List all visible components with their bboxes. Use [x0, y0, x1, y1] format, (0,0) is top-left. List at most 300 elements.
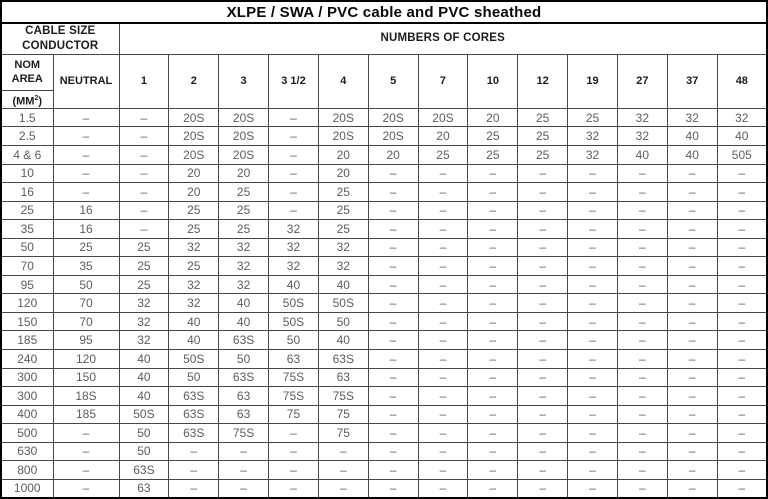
table-row [1, 145, 767, 164]
core-cell: 25 [169, 220, 219, 239]
core-cell: – [717, 442, 767, 461]
core-cell: – [169, 461, 219, 480]
area-cell: 10 [1, 164, 53, 183]
core-cell: 25 [518, 108, 568, 127]
core-cell: – [468, 201, 518, 220]
page-title: XLPE / SWA / PVC cable and PVC sheathed [1, 1, 767, 23]
core-cell: – [219, 479, 269, 498]
core-cell: – [667, 201, 717, 220]
core-cell: – [119, 145, 169, 164]
core-cell: 63 [219, 405, 269, 424]
area-cell: 1.5 [1, 108, 53, 127]
core-cell: – [617, 442, 667, 461]
neutral-cell: 185 [53, 405, 119, 424]
core-cell: 40 [169, 331, 219, 350]
neutral-cell: – [53, 461, 119, 480]
title-row [1, 1, 767, 23]
core-cell: – [468, 387, 518, 406]
core-cell: – [518, 275, 568, 294]
area-cell: 300 [1, 368, 53, 387]
core-cell: 63 [318, 368, 368, 387]
core-cell: 75 [318, 424, 368, 443]
core-cell: 50S [318, 294, 368, 313]
core-cell: 40 [667, 145, 717, 164]
core-cell: – [418, 183, 468, 202]
nom-header-unit [2, 90, 53, 108]
core-cell: – [518, 164, 568, 183]
core-cell: 20 [368, 145, 418, 164]
table-row [1, 331, 767, 350]
core-cell: 32 [119, 331, 169, 350]
core-cell: 32 [269, 257, 319, 276]
core-cell: – [717, 201, 767, 220]
core-cell: – [717, 331, 767, 350]
core-cell: – [418, 387, 468, 406]
core-cell: 20 [169, 183, 219, 202]
core-column-header: 10 [468, 54, 518, 108]
neutral-cell: 18S [53, 387, 119, 406]
core-cell: – [667, 275, 717, 294]
core-cell: 50S [169, 349, 219, 368]
area-cell: 120 [1, 294, 53, 313]
nom-area-header [1, 54, 53, 108]
core-cell: 20 [219, 164, 269, 183]
core-cell: 40 [318, 275, 368, 294]
core-cell: – [368, 238, 418, 257]
core-cell: 20S [418, 108, 468, 127]
core-cell: – [617, 349, 667, 368]
core-cell: 32 [667, 108, 717, 127]
core-cell: – [717, 479, 767, 498]
core-cell: – [468, 331, 518, 350]
core-cell: – [269, 164, 319, 183]
area-cell: 185 [1, 331, 53, 350]
core-cell: 20 [169, 164, 219, 183]
core-cell: – [667, 220, 717, 239]
core-cell: 25 [418, 145, 468, 164]
core-cell: 50 [269, 331, 319, 350]
core-cell: 75 [269, 405, 319, 424]
conductor-group-line2: CONDUCTOR [22, 39, 99, 52]
core-cell: – [667, 349, 717, 368]
core-cell: – [418, 349, 468, 368]
table-row [1, 387, 767, 406]
core-cell: – [418, 461, 468, 480]
neutral-cell: 95 [53, 331, 119, 350]
core-cell: – [468, 164, 518, 183]
core-column-header: 12 [518, 54, 568, 108]
core-cell: – [667, 312, 717, 331]
core-cell: – [717, 368, 767, 387]
core-cell: – [717, 275, 767, 294]
core-cell: 50S [269, 312, 319, 331]
core-cell: – [617, 331, 667, 350]
core-cell: – [717, 312, 767, 331]
core-cell: – [568, 257, 618, 276]
core-cell: 50S [269, 294, 319, 313]
core-cell: 75 [318, 405, 368, 424]
core-cell: 32 [219, 275, 269, 294]
core-cell: – [368, 349, 418, 368]
core-cell: – [717, 424, 767, 443]
core-header-row [1, 54, 767, 108]
core-cell: – [468, 275, 518, 294]
core-cell: – [119, 220, 169, 239]
core-cell: 75S [269, 368, 319, 387]
core-cell: – [717, 349, 767, 368]
core-cell: 40 [119, 349, 169, 368]
core-cell: – [667, 238, 717, 257]
core-cell: 25 [318, 201, 368, 220]
core-cell: 25 [219, 183, 269, 202]
core-cell: – [568, 220, 618, 239]
core-cell: – [568, 405, 618, 424]
area-cell: 1000 [1, 479, 53, 498]
core-cell: – [418, 220, 468, 239]
neutral-cell: – [53, 127, 119, 146]
core-cell: 32 [617, 127, 667, 146]
core-cell: 20S [368, 127, 418, 146]
core-cell: – [717, 387, 767, 406]
core-cell: 50 [119, 424, 169, 443]
core-cell: 50 [169, 368, 219, 387]
core-cell: – [617, 183, 667, 202]
area-cell: 500 [1, 424, 53, 443]
neutral-cell: – [53, 479, 119, 498]
core-cell: – [418, 164, 468, 183]
area-cell: 300 [1, 387, 53, 406]
core-cell: 25 [518, 145, 568, 164]
core-cell: 50 [318, 312, 368, 331]
core-cell: – [667, 479, 717, 498]
table-row [1, 127, 767, 146]
core-cell: 25 [318, 220, 368, 239]
core-cell: – [269, 479, 319, 498]
core-cell: – [368, 442, 418, 461]
core-cell: – [667, 331, 717, 350]
core-cell: 20S [169, 127, 219, 146]
core-column-header: 37 [667, 54, 717, 108]
table-row [1, 164, 767, 183]
core-cell: – [368, 331, 418, 350]
table-row [1, 108, 767, 127]
core-cell: 25 [119, 257, 169, 276]
area-cell: 35 [1, 220, 53, 239]
core-cell: 32 [717, 108, 767, 127]
table-row [1, 349, 767, 368]
core-cell: – [269, 201, 319, 220]
table-row [1, 424, 767, 443]
core-cell: – [119, 183, 169, 202]
core-cell: 25 [169, 201, 219, 220]
core-cell: 25 [468, 145, 518, 164]
core-cell: – [617, 479, 667, 498]
table-row [1, 368, 767, 387]
core-cell: 32 [219, 257, 269, 276]
core-cell: 50 [119, 442, 169, 461]
core-cell: – [717, 183, 767, 202]
core-cell: 40 [169, 312, 219, 331]
area-cell: 95 [1, 275, 53, 294]
core-cell: 32 [617, 108, 667, 127]
core-cell: – [518, 368, 568, 387]
core-cell: – [219, 461, 269, 480]
core-cell: 32 [119, 294, 169, 313]
area-cell: 240 [1, 349, 53, 368]
core-cell: 40 [717, 127, 767, 146]
table-row [1, 461, 767, 480]
core-cell: 32 [318, 257, 368, 276]
core-cell: – [717, 164, 767, 183]
core-cell: 63S [119, 461, 169, 480]
core-column-header: 3 1/2 [269, 54, 319, 108]
conductor-group-line1: CABLE SIZE [25, 25, 96, 37]
core-cell: 20S [219, 127, 269, 146]
core-cell: – [518, 387, 568, 406]
core-cell: – [368, 424, 418, 443]
core-cell: – [119, 108, 169, 127]
neutral-cell: 70 [53, 312, 119, 331]
core-cell: – [717, 220, 767, 239]
core-cell: 63S [219, 368, 269, 387]
group-header-row [1, 23, 767, 54]
core-cell: 32 [169, 238, 219, 257]
core-cell: – [269, 424, 319, 443]
core-cell: 25 [568, 108, 618, 127]
core-cell: – [169, 442, 219, 461]
core-cell: – [468, 238, 518, 257]
table-row [1, 275, 767, 294]
core-cell: – [617, 257, 667, 276]
core-cell: 40 [667, 127, 717, 146]
core-cell: – [269, 108, 319, 127]
core-cell: – [318, 442, 368, 461]
core-cell: – [468, 479, 518, 498]
core-cell: – [368, 164, 418, 183]
core-cell: 32 [219, 238, 269, 257]
core-column-header: 1 [119, 54, 169, 108]
core-cell: – [468, 405, 518, 424]
core-cell: 20S [219, 108, 269, 127]
area-cell: 800 [1, 461, 53, 480]
cores-group-header: NUMBERS OF CORES [119, 23, 767, 54]
core-cell: 40 [269, 275, 319, 294]
nom-unit-sup: 2 [34, 94, 39, 102]
core-cell: – [518, 461, 568, 480]
neutral-cell: 16 [53, 220, 119, 239]
core-cell: – [518, 424, 568, 443]
core-cell: – [568, 479, 618, 498]
area-cell: 25 [1, 201, 53, 220]
core-cell: – [568, 294, 618, 313]
core-cell: 40 [318, 331, 368, 350]
core-cell: – [468, 368, 518, 387]
core-cell: – [617, 405, 667, 424]
core-cell: – [468, 294, 518, 313]
core-cell: – [518, 442, 568, 461]
core-cell: – [568, 461, 618, 480]
core-cell: – [269, 461, 319, 480]
core-cell: – [717, 238, 767, 257]
core-cell: – [667, 461, 717, 480]
core-cell: – [568, 424, 618, 443]
core-cell: – [468, 424, 518, 443]
core-cell: – [468, 220, 518, 239]
neutral-cell: 16 [53, 201, 119, 220]
neutral-cell: 70 [53, 294, 119, 313]
core-cell: 25 [518, 127, 568, 146]
core-cell: – [568, 164, 618, 183]
core-cell: – [617, 294, 667, 313]
core-cell: 32 [269, 238, 319, 257]
core-cell: – [568, 349, 618, 368]
core-cell: 32 [568, 127, 618, 146]
core-cell: – [119, 127, 169, 146]
core-cell: – [617, 387, 667, 406]
nom-header-line2: AREA [11, 73, 43, 86]
core-cell: 25 [468, 127, 518, 146]
core-cell: 63 [119, 479, 169, 498]
core-cell: – [418, 257, 468, 276]
core-cell: – [368, 479, 418, 498]
core-column-header: 27 [617, 54, 667, 108]
neutral-cell: 150 [53, 368, 119, 387]
core-cell: – [667, 183, 717, 202]
core-cell: 32 [269, 220, 319, 239]
core-cell: – [269, 442, 319, 461]
table-row [1, 183, 767, 202]
core-cell: – [368, 312, 418, 331]
core-cell: – [418, 405, 468, 424]
core-cell: – [468, 349, 518, 368]
core-cell: 20S [318, 127, 368, 146]
core-cell: – [518, 479, 568, 498]
core-cell: – [568, 331, 618, 350]
core-cell: 75S [219, 424, 269, 443]
core-cell: 63S [169, 387, 219, 406]
core-cell: 20 [418, 127, 468, 146]
core-cell: 20 [318, 164, 368, 183]
core-cell: 20S [219, 145, 269, 164]
core-cell: – [617, 461, 667, 480]
core-cell: 25 [119, 275, 169, 294]
core-cell: 32 [169, 275, 219, 294]
area-cell: 150 [1, 312, 53, 331]
core-cell: – [119, 164, 169, 183]
core-cell: 20S [368, 108, 418, 127]
core-cell: – [368, 461, 418, 480]
core-cell: 50S [119, 405, 169, 424]
table-row [1, 201, 767, 220]
core-cell: 32 [169, 294, 219, 313]
core-cell: – [568, 201, 618, 220]
core-cell: 75S [269, 387, 319, 406]
core-cell: 63 [269, 349, 319, 368]
core-cell: 63S [169, 405, 219, 424]
core-cell: – [667, 442, 717, 461]
core-cell: – [518, 349, 568, 368]
core-column-header: 3 [219, 54, 269, 108]
core-cell: – [269, 145, 319, 164]
core-cell: – [617, 368, 667, 387]
table-row [1, 442, 767, 461]
core-cell: 25 [119, 238, 169, 257]
core-cell: – [667, 257, 717, 276]
core-cell: – [667, 164, 717, 183]
core-cell: – [368, 257, 418, 276]
core-cell: – [418, 312, 468, 331]
core-cell: – [568, 275, 618, 294]
core-cell: – [468, 312, 518, 331]
core-cell: – [368, 405, 418, 424]
core-cell: – [468, 257, 518, 276]
core-cell: – [269, 183, 319, 202]
table-row [1, 479, 767, 498]
core-cell: 32 [119, 312, 169, 331]
area-cell: 400 [1, 405, 53, 424]
core-column-header: 48 [717, 54, 767, 108]
table-row [1, 238, 767, 257]
area-cell: 2.5 [1, 127, 53, 146]
table-row [1, 405, 767, 424]
table-row [1, 257, 767, 276]
core-cell: – [468, 442, 518, 461]
core-cell: 40 [119, 368, 169, 387]
core-cell: – [368, 368, 418, 387]
neutral-cell: 50 [53, 275, 119, 294]
core-cell: – [518, 294, 568, 313]
core-cell: – [518, 257, 568, 276]
core-cell: – [667, 405, 717, 424]
core-cell: 40 [219, 312, 269, 331]
core-cell: – [617, 201, 667, 220]
core-cell: – [368, 387, 418, 406]
core-column-header: 7 [418, 54, 468, 108]
table-row [1, 220, 767, 239]
core-cell: – [169, 479, 219, 498]
core-cell: 40 [617, 145, 667, 164]
neutral-cell: – [53, 164, 119, 183]
core-cell: – [518, 220, 568, 239]
core-cell: 20S [318, 108, 368, 127]
core-cell: – [717, 405, 767, 424]
neutral-cell: 25 [53, 238, 119, 257]
core-cell: – [667, 368, 717, 387]
core-cell: – [368, 220, 418, 239]
nom-unit-post: ) [38, 95, 43, 108]
core-cell: – [269, 127, 319, 146]
table-row [1, 312, 767, 331]
core-cell: – [418, 424, 468, 443]
core-cell: – [617, 238, 667, 257]
core-cell: – [418, 294, 468, 313]
core-cell: – [568, 387, 618, 406]
core-cell: – [318, 461, 368, 480]
core-cell: – [568, 238, 618, 257]
core-cell: – [518, 312, 568, 331]
core-cell: 40 [119, 387, 169, 406]
core-cell: – [717, 294, 767, 313]
core-cell: – [518, 201, 568, 220]
core-cell: 505 [717, 145, 767, 164]
core-cell: – [617, 164, 667, 183]
core-cell: – [617, 312, 667, 331]
core-cell: – [418, 238, 468, 257]
core-cell: – [568, 442, 618, 461]
neutral-cell: – [53, 442, 119, 461]
core-cell: – [418, 201, 468, 220]
core-cell: – [717, 461, 767, 480]
